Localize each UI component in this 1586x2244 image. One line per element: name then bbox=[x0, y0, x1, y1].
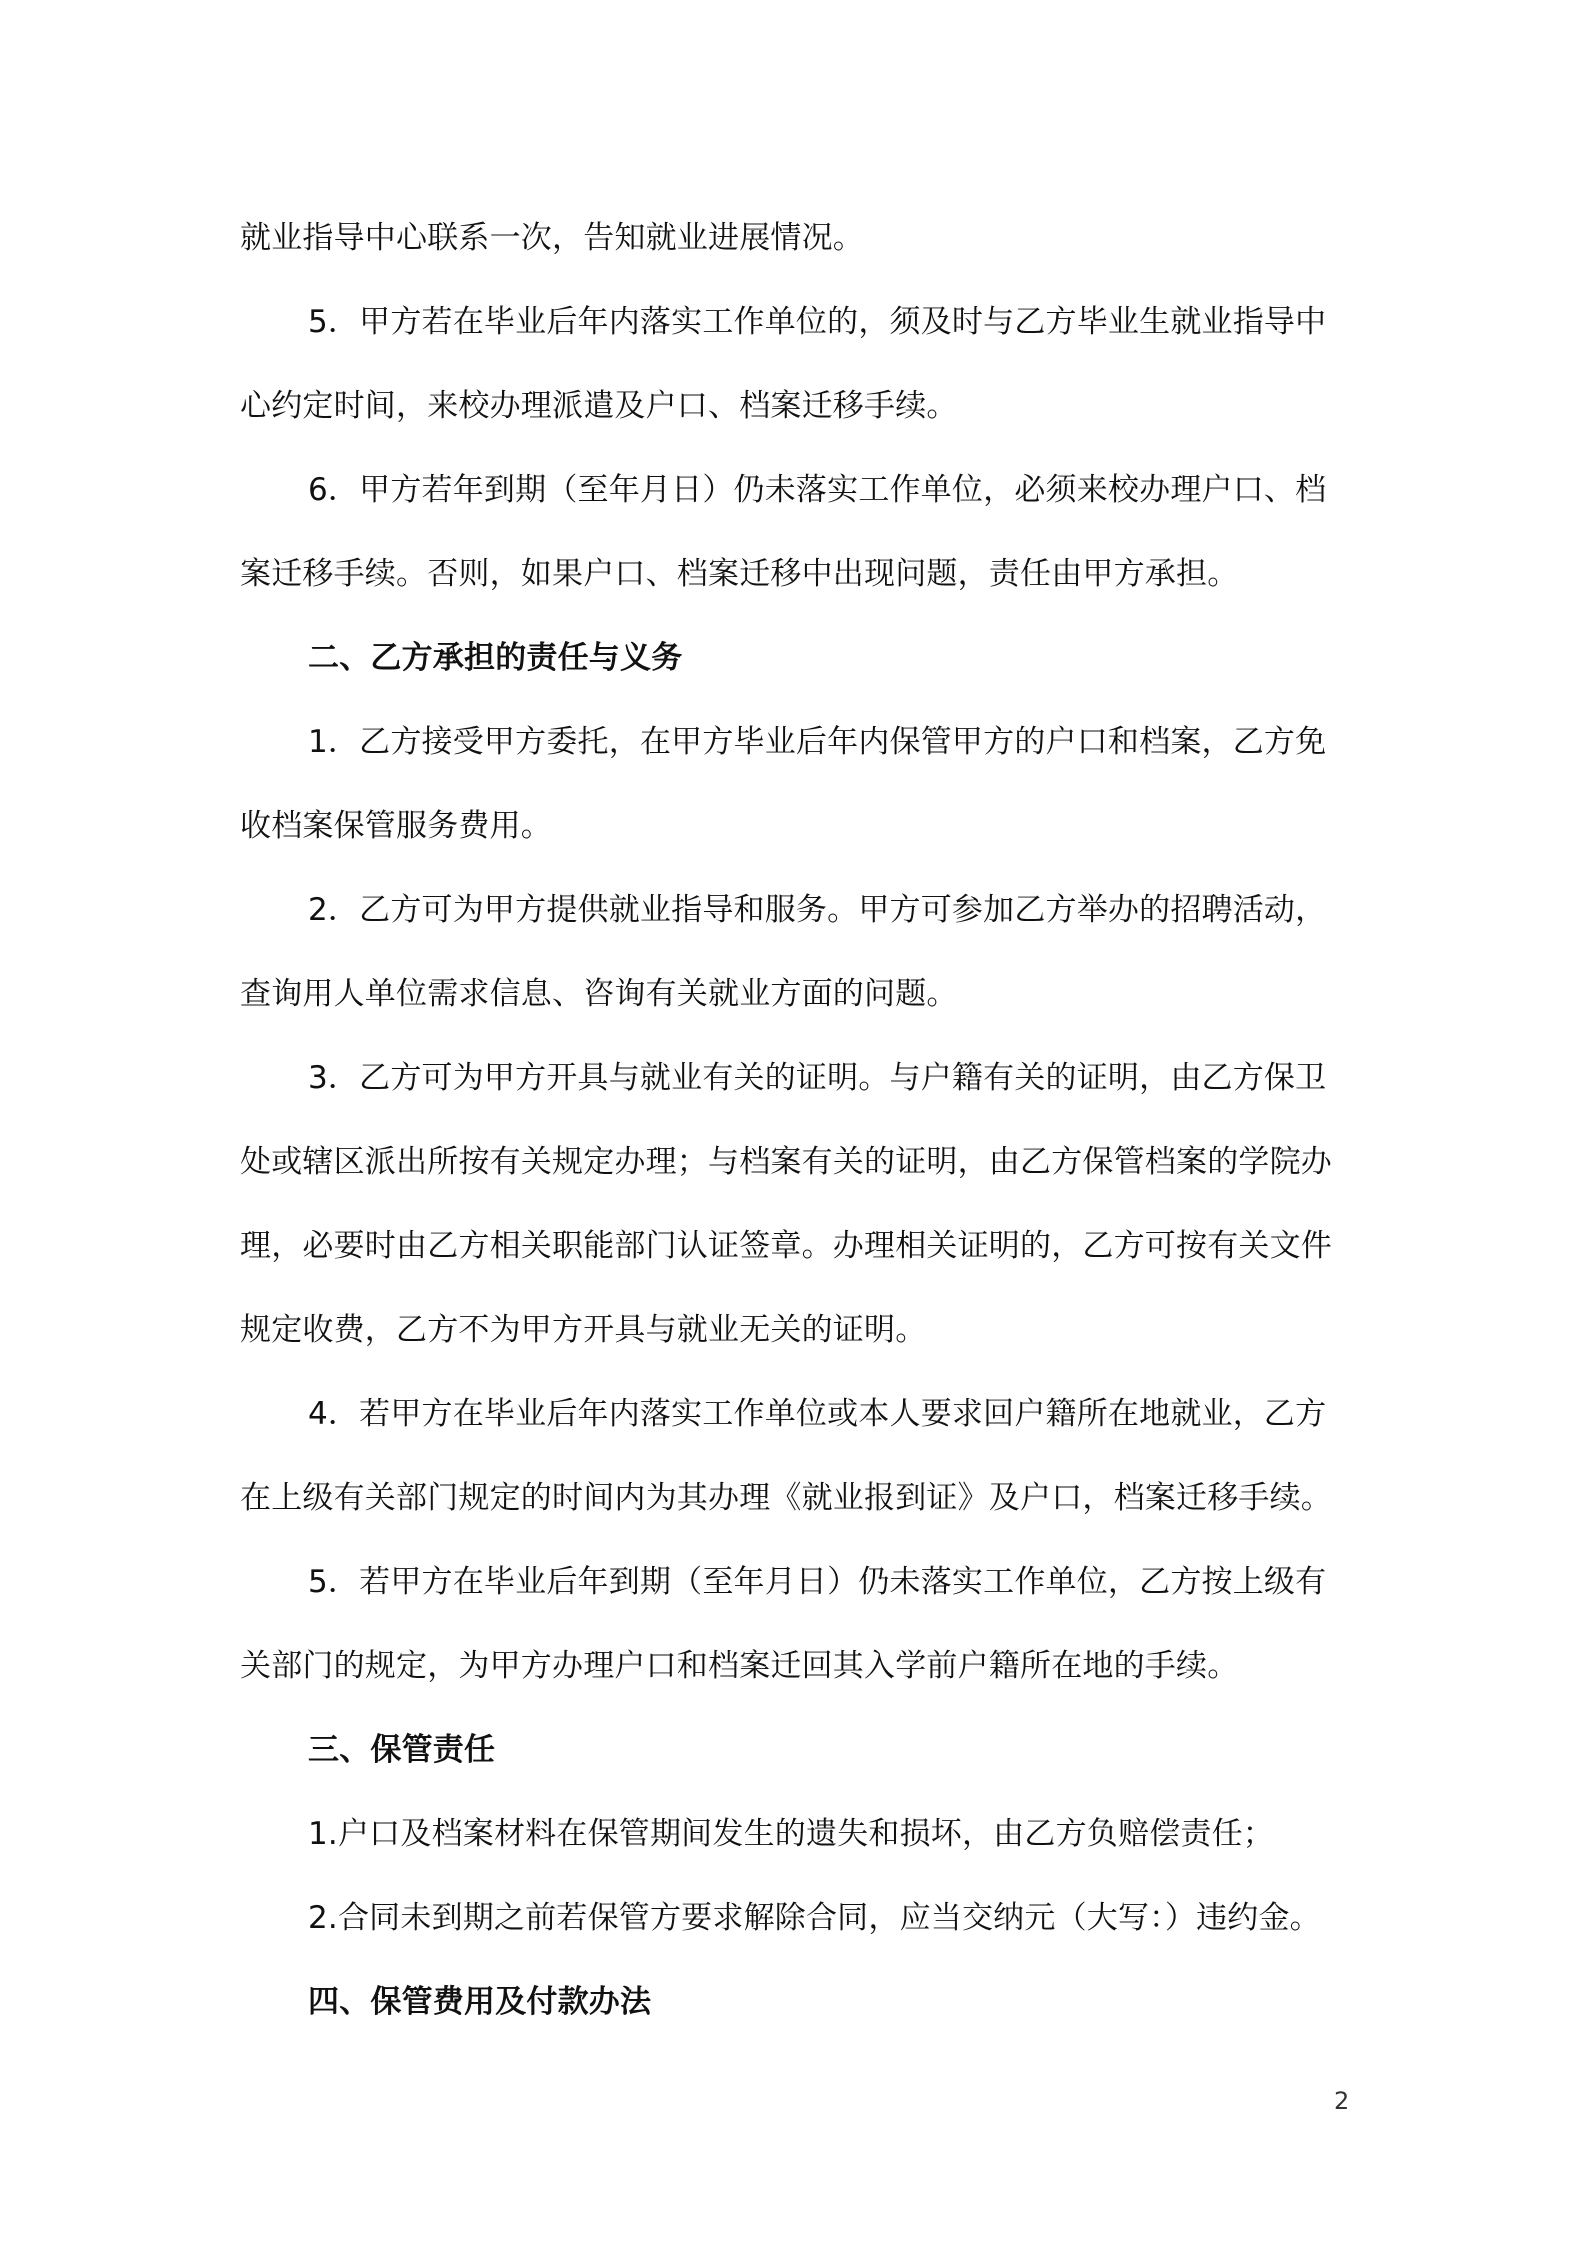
section-heading bbox=[240, 1708, 1360, 1792]
paragraph bbox=[240, 196, 1360, 280]
text-line: 处或辖区派出所按有关规定办理；与档案有关的证明，由乙方保管档案的学院办 bbox=[240, 1144, 1332, 1180]
paragraph bbox=[240, 1540, 1360, 1708]
page-number: 2 bbox=[1334, 2087, 1350, 2115]
text-line: 1.户口及档案材料在保管期间发生的遗失和损坏，由乙方负赔偿责任； bbox=[308, 1816, 1274, 1852]
text-line: 1．乙方接受甲方委托，在甲方毕业后年内保管甲方的户口和档案，乙方免 bbox=[308, 724, 1327, 760]
section-heading bbox=[240, 616, 1360, 700]
paragraph bbox=[240, 1876, 1360, 1960]
text-line: 5．若甲方在毕业后年到期（至年月日）仍未落实工作单位，乙方按上级有 bbox=[308, 1564, 1327, 1600]
text-line: 关部门的规定，为甲方办理户口和档案迁回其入学前户籍所在地的手续。 bbox=[240, 1648, 1239, 1684]
paragraph bbox=[240, 280, 1360, 448]
text-line: 收档案保管服务费用。 bbox=[240, 808, 552, 844]
text-line: 4．若甲方在毕业后年内落实工作单位或本人要求回户籍所在地就业，乙方 bbox=[308, 1396, 1327, 1432]
text-line: 3．乙方可为甲方开具与就业有关的证明。与户籍有关的证明，由乙方保卫 bbox=[308, 1060, 1327, 1096]
text-line: 二、乙方承担的责任与义务 bbox=[308, 640, 683, 676]
text-line: 查询用人单位需求信息、咨询有关就业方面的问题。 bbox=[240, 976, 958, 1012]
text-line: 规定收费，乙方不为甲方开具与就业无关的证明。 bbox=[240, 1312, 927, 1348]
text-line: 6．甲方若年到期（至年月日）仍未落实工作单位，必须来校办理户口、档 bbox=[308, 472, 1327, 508]
text-line: 四、保管费用及付款办法 bbox=[308, 1984, 652, 2020]
text-line: 案迁移手续。否则，如果户口、档案迁移中出现问题，责任由甲方承担。 bbox=[240, 556, 1239, 592]
section-heading bbox=[240, 1960, 1360, 2044]
paragraph bbox=[240, 1372, 1360, 1540]
text-line: 在上级有关部门规定的时间内为其办理《就业报到证》及户口，档案迁移手续。 bbox=[240, 1480, 1332, 1516]
text-line: 5．甲方若在毕业后年内落实工作单位的，须及时与乙方毕业生就业指导中 bbox=[308, 304, 1327, 340]
paragraph bbox=[240, 868, 1360, 1036]
text-line: 2．乙方可为甲方提供就业指导和服务。甲方可参加乙方举办的招聘活动， bbox=[308, 892, 1327, 928]
paragraph bbox=[240, 1036, 1360, 1372]
paragraph bbox=[240, 1792, 1360, 1876]
text-line: 三、保管责任 bbox=[308, 1732, 496, 1768]
text-line: 2.合同未到期之前若保管方要求解除合同，应当交纳元（大写：）违约金。 bbox=[308, 1900, 1321, 1936]
document-body bbox=[240, 196, 1360, 2044]
paragraph bbox=[240, 700, 1360, 868]
text-line: 就业指导中心联系一次，告知就业进展情况。 bbox=[240, 220, 864, 256]
paragraph bbox=[240, 448, 1360, 616]
text-line: 理，必要时由乙方相关职能部门认证签章。办理相关证明的，乙方可按有关文件 bbox=[240, 1228, 1332, 1264]
text-line: 心约定时间，来校办理派遣及户口、档案迁移手续。 bbox=[240, 388, 958, 424]
